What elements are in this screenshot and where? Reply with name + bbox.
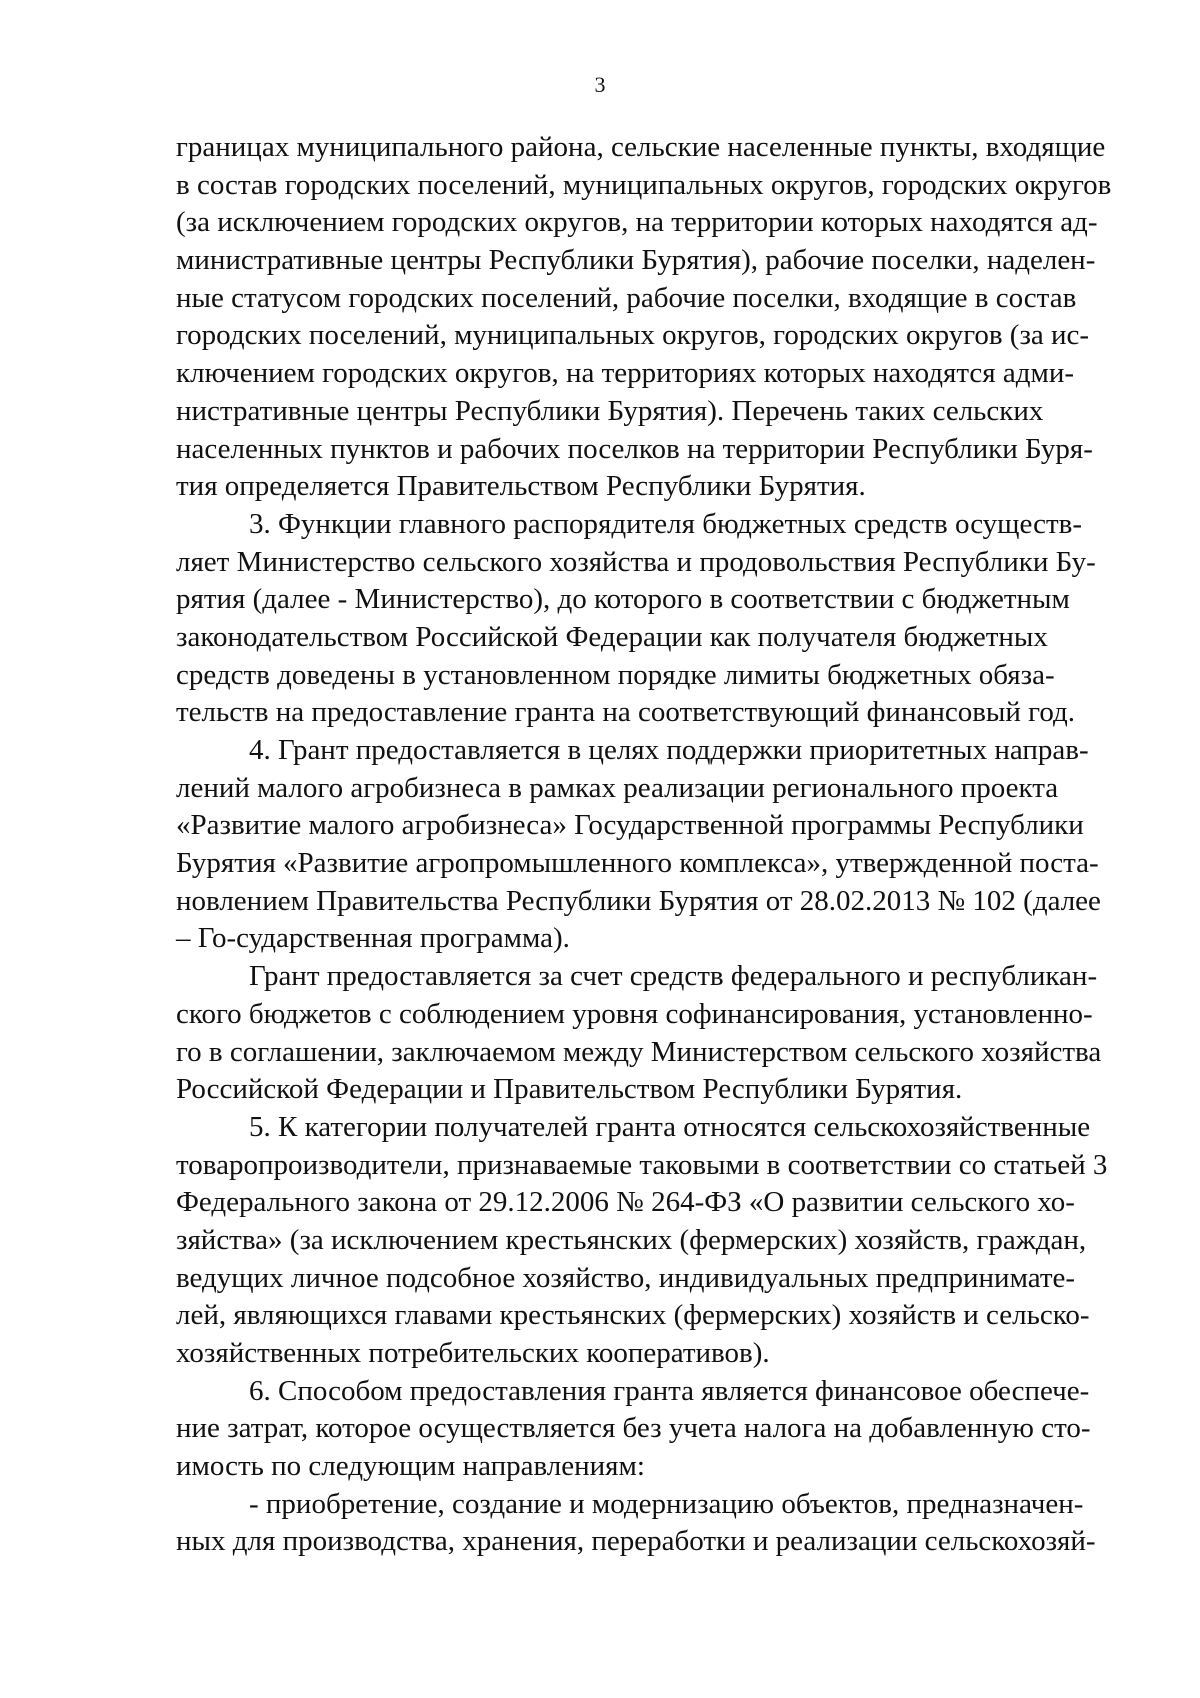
text-line: «Развитие малого агробизнеса» Государственной программы Республики	[176, 809, 1084, 842]
text-line: населенных пунктов и рабочих поселков на территории Республики Буря-	[176, 432, 1093, 465]
text-line: средств доведены в установленном порядке лимиты бюджетных обяза-	[176, 658, 1055, 691]
text-line: ных для производства, хранения, переработки и реализации сельскохозяй-	[176, 1525, 1096, 1558]
text-line: – Го-сударственная программа).	[176, 922, 570, 955]
text-line: - приобретение, создание и модернизацию объектов, предназначен-	[249, 1487, 1084, 1520]
text-line: Бурятия «Развитие агропромышленного комплекса», утвержденной поста-	[176, 847, 1099, 880]
page-number: 3	[594, 72, 606, 97]
text-line: 6. Способом предоставления гранта является финансовое обеспече-	[249, 1374, 1090, 1407]
text-line: ные статусом городских поселений, рабочие поселки, входящие в состав	[176, 281, 1077, 314]
text-line: зяйства» (за исключением крестьянских (фермерских) хозяйств, граждан,	[176, 1223, 1087, 1256]
text-line: городских поселений, муниципальных округов, городских округов (за ис-	[176, 319, 1090, 352]
text-line: ведущих личное подсобное хозяйство, индивидуальных предпринимате-	[176, 1261, 1076, 1294]
text-line: лей, являющихся главами крестьянских (фермерских) хозяйств и сельско-	[176, 1299, 1090, 1332]
text-line: новлением Правительства Республики Бурятия от 28.02.2013 № 102 (далее	[176, 884, 1101, 917]
text-line: ляет Министерство сельского хозяйства и продовольствия Республики Бу-	[176, 545, 1096, 578]
text-line: имость по следующим направлениям:	[176, 1450, 645, 1483]
text-line: нистративные центры Республики Бурятия). Перечень таких сельских	[176, 394, 1044, 427]
text-line: Российской Федерации и Правительством Республики Бурятия.	[176, 1073, 963, 1106]
text-line: министративные центры Республики Бурятия), рабочие поселки, наделен-	[176, 244, 1096, 277]
text-line: лений малого агробизнеса в рамках реализации регионального проекта	[176, 771, 1059, 804]
text-line: в состав городских поселений, муниципальных округов, городских округов	[176, 168, 1112, 201]
text-line: Федерального закона от 29.12.2006 № 264-ФЗ «О развитии сельского хо-	[176, 1186, 1075, 1219]
text-line: ключением городских округов, на территориях которых находятся адми-	[176, 357, 1075, 390]
text-line: тия определяется Правительством Республики Бурятия.	[176, 470, 866, 503]
text-line: рятия (далее - Министерство), до которого в соответствии с бюджетным	[176, 583, 1070, 616]
text-line: товаропроизводители, признаваемые таковыми в соответствии со статьей 3	[176, 1148, 1108, 1181]
text-line: Грант предоставляется за счет средств федерального и республикан-	[249, 960, 1098, 993]
text-line: тельств на предоставление гранта на соответствующий финансовый год.	[176, 696, 1076, 729]
text-line: го в соглашении, заключаемом между Министерством сельского хозяйства	[176, 1035, 1102, 1068]
body-text	[176, 129, 1112, 1561]
text-line: (за исключением городских округов, на территории которых находятся ад-	[176, 206, 1098, 239]
text-line: законодательством Российской Федерации как получателя бюджетных	[176, 620, 1048, 653]
text-line: ского бюджетов с соблюдением уровня софинансирования, установленно-	[176, 997, 1093, 1030]
text-line: границах муниципального района, сельские населенные пункты, входящие	[176, 131, 1106, 163]
text-line: 3. Функции главного распорядителя бюджетных средств осуществ-	[249, 507, 1082, 540]
text-line: ние затрат, которое осуществляется без учета налога на добавленную сто-	[176, 1412, 1091, 1445]
text-line: 4. Грант предоставляется в целях поддержки приоритетных направ-	[249, 734, 1089, 766]
text-line: 5. К категории получателей гранта относятся сельскохозяйственные	[249, 1110, 1091, 1143]
text-line: хозяйственных потребительских кооперативов).	[176, 1337, 770, 1369]
